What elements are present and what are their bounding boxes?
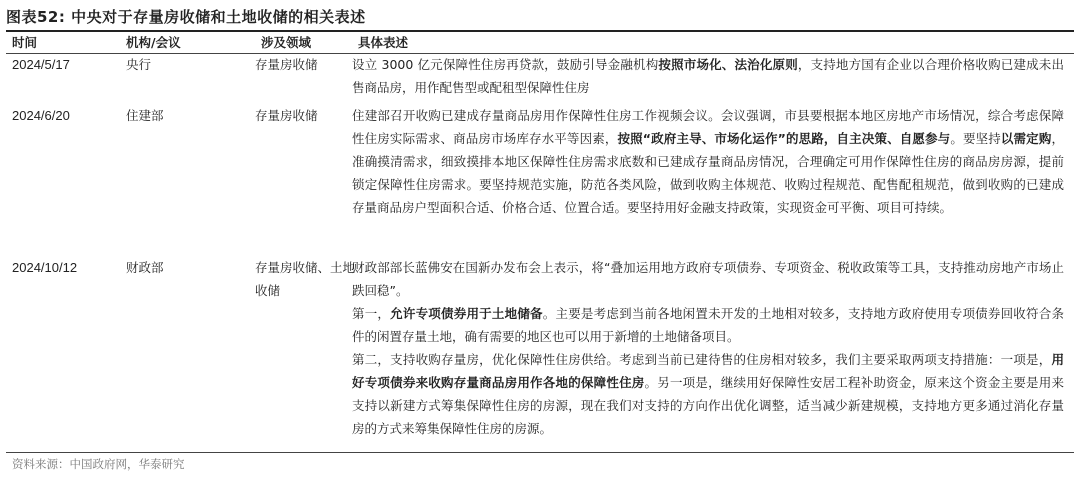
row-org: 财政部 xyxy=(126,260,164,275)
description-text: 。另一项是，继续用好保障性安居工程补助资金，原来这个资金主要是用来支持以新建方式筹集保障性住房的房源，现在我们对支持的方向作出优化调整，适当减少新建规模，支持地方更多通过消化存量房的方式来筹集保障性住房的房源。 xyxy=(352,375,1064,436)
emphasis-text: 按照市场化、法治化原则 xyxy=(658,57,798,72)
row-description xyxy=(352,104,1064,219)
row-field: 存量房收储、土地收储 xyxy=(255,260,356,298)
header-time: 时间 xyxy=(12,35,38,50)
row-field: 存量房收储 xyxy=(255,108,318,123)
description-paragraph xyxy=(352,256,1064,302)
description-text: 设立 3000 亿元保障性住房再贷款，鼓励引导金融机构 xyxy=(352,57,659,72)
row-description xyxy=(352,53,1064,99)
row-org: 央行 xyxy=(126,57,152,72)
description-paragraph xyxy=(352,302,1064,348)
emphasis-text: 按照“政府主导、市场化运作”的思路，自主决策、自愿参与 xyxy=(617,131,951,146)
description-text: 住建部召开收购已建成存量商品房用作保障性住房工作视频会议。会议强调，市县要根据本地区房地产市场情况，综合考虑保障性住房实际需求、商品房市场库存水平等因素， xyxy=(352,108,1064,146)
description-paragraph xyxy=(352,53,1064,99)
header-field: 涉及领域 xyxy=(261,35,312,50)
description-text: 第一， xyxy=(352,306,391,321)
source-note: 资料来源：中国政府网，华泰研究 xyxy=(12,457,185,471)
description-text: 财政部部长蓝佛安在国新办发布会上表示，将“叠加运用地方政府专项债券、专项资金、税收政策等工具，支持推动房地产市场止跌回稳”。 xyxy=(352,260,1064,298)
description-text: ，准确摸清需求，细致摸排本地区保障性住房需求底数和已建成存量商品房情况，合理确定可用作保障性住房的商品房房源，提前锁定保障性住房需求。要坚持规范实施，防范各类风险，做到收购主体规范、收购过程规范、配售配租规范，做到收购的已建成存量商品房户型面积合适、价格合适、位置合适。要坚持用好金融支持政策，实现资金可平衡、项目可持续。 xyxy=(352,131,1064,215)
table-header xyxy=(6,31,1074,54)
description-text: 。主要是考虑到当前各地闲置未开发的土地相对较多，支持地方政府使用专项债券回收符合条件的闲置存量土地，确有需要的地区也可以用于新增的土地储备项目。 xyxy=(352,306,1064,344)
header-desc: 具体表述 xyxy=(358,35,409,50)
figure-title-bar xyxy=(6,2,1074,32)
description-paragraph xyxy=(352,348,1064,440)
description-paragraph xyxy=(352,104,1064,219)
row-time: 2024/10/12 xyxy=(12,260,78,275)
row-field: 存量房收储 xyxy=(255,57,318,72)
table-bottom-rule xyxy=(6,452,1074,453)
row-time: 2024/5/17 xyxy=(12,57,70,72)
description-text: ，支持地方国有企业以合理价格收购已建成未出售商品房，用作配售型或配租型保障性住房 xyxy=(352,57,1064,95)
emphasis-text: 用好专项债券来收购存量商品房用作各地的保障性住房 xyxy=(352,352,1064,390)
description-text: 第二，支持收购存量房，优化保障性住房供给。考虑到当前已建待售的住房相对较多，我们主要采取两项支持措施：一项是， xyxy=(352,352,1052,367)
row-time: 2024/6/20 xyxy=(12,108,70,123)
figure-title: 图表52: 中央对于存量房收储和土地收储的相关表述 xyxy=(6,7,366,26)
header-org: 机构/会议 xyxy=(126,35,181,50)
row-description xyxy=(352,256,1064,440)
emphasis-text: 以需定购 xyxy=(1000,131,1052,146)
description-text: 。要坚持 xyxy=(950,131,1001,146)
emphasis-text: 允许专项债券用于土地储备 xyxy=(390,306,543,321)
row-org: 住建部 xyxy=(126,108,164,123)
